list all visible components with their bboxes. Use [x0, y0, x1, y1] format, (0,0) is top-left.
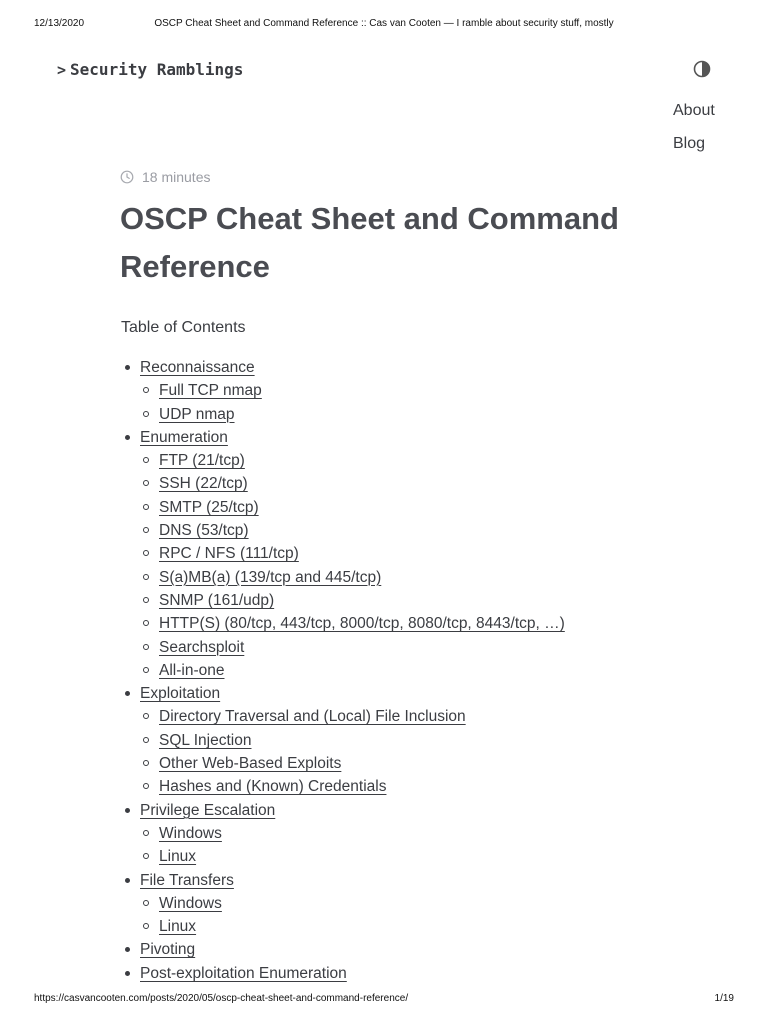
toc-item — [121, 869, 741, 939]
toc-link[interactable]: Exploitation — [140, 685, 221, 703]
toc-subitem — [140, 472, 741, 495]
post-title: OSCP Cheat Sheet and Command Reference — [120, 201, 619, 284]
print-page-title: OSCP Cheat Sheet and Command Reference :: Cas van Cooten — I ramble about security stuff, mostly — [154, 18, 614, 29]
toc-item — [121, 356, 741, 426]
toc-subitem — [140, 379, 741, 402]
chevron-right-icon: > — [57, 60, 67, 79]
toc-sublink[interactable]: DNS (53/tcp) — [159, 522, 249, 540]
toc-sublink[interactable]: All-in-one — [159, 661, 225, 679]
theme-toggle-button[interactable] — [693, 60, 711, 78]
toc-sublink[interactable]: S(a)MB(a) (139/tcp and 445/tcp) — [159, 568, 382, 586]
toc-subitem — [140, 589, 741, 612]
toc-sublink[interactable]: Directory Traversal and (Local) File Inclusion — [159, 708, 466, 726]
toc-item — [121, 426, 741, 682]
toc-sublink[interactable]: Windows — [159, 894, 222, 912]
toc-item — [121, 682, 741, 798]
toc-subitem — [140, 659, 741, 682]
toc-sublink[interactable]: Windows — [159, 824, 222, 842]
toc-item — [121, 962, 741, 985]
print-footer — [34, 993, 734, 1004]
toc-subitem — [140, 612, 741, 635]
toc-subitem — [140, 752, 741, 775]
toc-sublink[interactable]: UDP nmap — [159, 405, 235, 423]
toc-sublink[interactable]: SNMP (161/udp) — [159, 591, 275, 609]
toc-subitem — [140, 775, 741, 798]
toc-link[interactable]: File Transfers — [140, 871, 234, 889]
site-logo[interactable] — [57, 60, 243, 79]
toc-subitem — [140, 496, 741, 519]
half-circle-icon — [693, 60, 711, 78]
toc-subitem — [140, 822, 741, 845]
toc-sublist — [140, 379, 741, 426]
toc-label: Table of Contents — [121, 319, 246, 336]
toc-subitem — [140, 449, 741, 472]
toc-sublink[interactable]: Other Web-Based Exploits — [159, 755, 342, 773]
toc-sublist — [140, 449, 741, 682]
menu-item-about[interactable]: About — [673, 102, 715, 119]
toc-sublink[interactable]: Linux — [159, 848, 197, 866]
toc-subitem — [140, 845, 741, 868]
toc-sublink[interactable]: FTP (21/tcp) — [159, 452, 245, 470]
toc-subitem — [140, 705, 741, 728]
toc-sublink[interactable]: SMTP (25/tcp) — [159, 498, 259, 516]
toc-sublink[interactable]: Linux — [159, 918, 197, 936]
toc-item — [121, 799, 741, 869]
toc-link[interactable]: Privilege Escalation — [140, 801, 276, 819]
toc-sublink[interactable]: SSH (22/tcp) — [159, 475, 248, 493]
toc-sublink[interactable]: Full TCP nmap — [159, 382, 262, 400]
toc-sublink[interactable]: SQL Injection — [159, 731, 252, 749]
toc-subitem — [140, 403, 741, 426]
print-header — [34, 18, 734, 29]
clock-icon — [120, 170, 134, 184]
toc-subitem — [140, 566, 741, 589]
toc-subitem — [140, 729, 741, 752]
toc-sublink[interactable]: RPC / NFS (111/tcp) — [159, 545, 299, 563]
main-menu — [673, 100, 715, 166]
reading-time: 18 minutes — [142, 169, 211, 185]
toc-link[interactable]: Post-exploitation Enumeration — [140, 964, 347, 982]
toc-subitem — [140, 636, 741, 659]
toc-subitem — [140, 519, 741, 542]
toc-subitem — [140, 542, 741, 565]
toc-sublink[interactable]: Searchsploit — [159, 638, 245, 656]
toc-subitem — [140, 915, 741, 938]
toc-sublink[interactable]: HTTP(S) (80/tcp, 443/tcp, 8000/tcp, 8080/tcp, 8443/tcp, …) — [159, 615, 565, 633]
table-of-contents — [121, 356, 741, 985]
print-date: 12/13/2020 — [34, 18, 85, 29]
toc-link[interactable]: Enumeration — [140, 428, 228, 446]
toc-subitem — [140, 892, 741, 915]
toc-sublist — [140, 822, 741, 869]
post-meta — [120, 169, 210, 185]
site-logo-text: Security Ramblings — [70, 60, 244, 79]
toc-item — [121, 938, 741, 961]
print-url: https://casvancooten.com/posts/2020/05/oscp-cheat-sheet-and-command-reference/ — [34, 993, 409, 1004]
toc-sublist — [140, 892, 741, 939]
toc-sublink[interactable]: Hashes and (Known) Credentials — [159, 778, 387, 796]
toc-sublist — [140, 705, 741, 798]
print-page-number: 1/19 — [714, 993, 734, 1004]
menu-item-blog[interactable]: Blog — [673, 135, 706, 152]
toc-link[interactable]: Reconnaissance — [140, 359, 255, 376]
toc-link[interactable]: Pivoting — [140, 941, 196, 959]
